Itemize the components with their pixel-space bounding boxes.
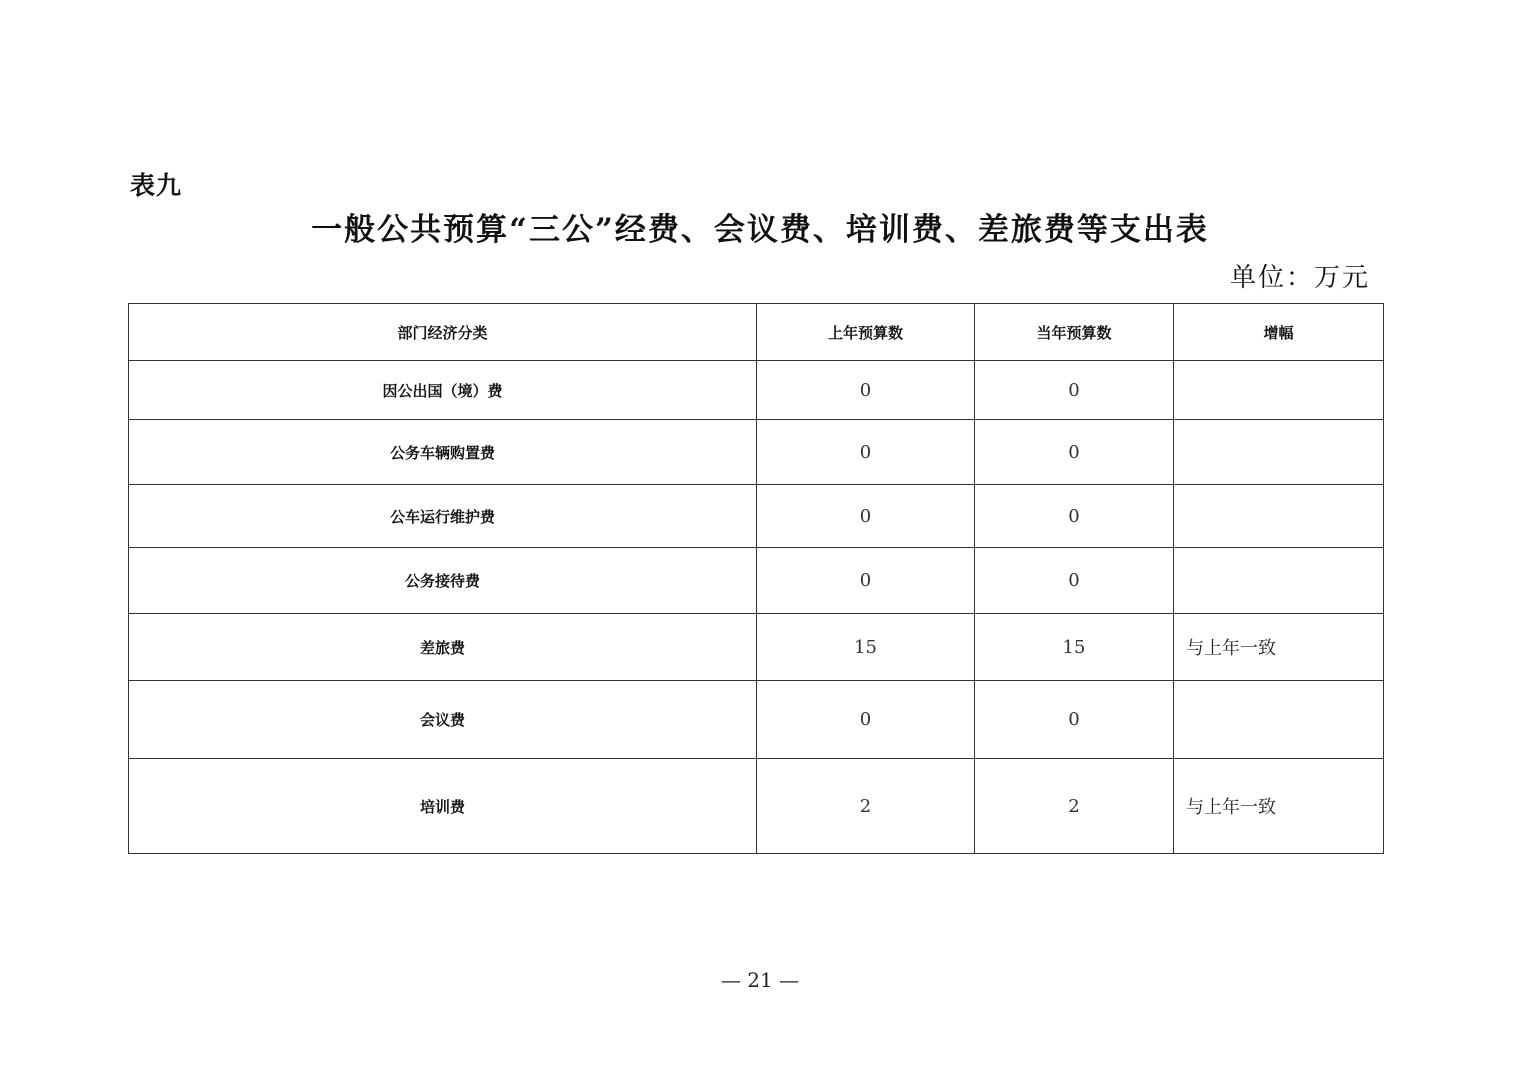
row-prev-year: 0 xyxy=(757,361,975,420)
row-growth: 与上年一致 xyxy=(1174,614,1384,681)
row-curr-year: 15 xyxy=(975,614,1174,681)
budget-table xyxy=(128,303,1384,854)
page-number: — 21 — xyxy=(720,968,800,992)
row-category: 因公出国（境）费 xyxy=(129,361,757,420)
row-prev-year: 0 xyxy=(757,420,975,485)
table-row xyxy=(129,614,1384,681)
row-prev-year: 0 xyxy=(757,681,975,759)
table-row xyxy=(129,361,1384,420)
row-growth xyxy=(1174,681,1384,759)
row-prev-year: 2 xyxy=(757,759,975,854)
row-category: 公务接待费 xyxy=(129,548,757,614)
header-prev-year: 上年预算数 xyxy=(757,304,975,361)
row-growth: 与上年一致 xyxy=(1174,759,1384,854)
row-curr-year: 0 xyxy=(975,485,1174,548)
row-growth xyxy=(1174,361,1384,420)
row-curr-year: 0 xyxy=(975,420,1174,485)
row-growth xyxy=(1174,420,1384,485)
header-category: 部门经济分类 xyxy=(129,304,757,361)
row-prev-year: 15 xyxy=(757,614,975,681)
row-curr-year: 0 xyxy=(975,548,1174,614)
header-growth: 增幅 xyxy=(1174,304,1384,361)
row-prev-year: 0 xyxy=(757,548,975,614)
table-row xyxy=(129,485,1384,548)
row-curr-year: 0 xyxy=(975,361,1174,420)
row-category: 公务车辆购置费 xyxy=(129,420,757,485)
table-row xyxy=(129,420,1384,485)
document-title: 一般公共预算“三公”经费、会议费、培训费、差旅费等支出表 xyxy=(311,212,1209,248)
row-category: 会议费 xyxy=(129,681,757,759)
table-row xyxy=(129,759,1384,854)
row-category: 培训费 xyxy=(129,759,757,854)
row-category: 差旅费 xyxy=(129,614,757,681)
row-curr-year: 2 xyxy=(975,759,1174,854)
row-curr-year: 0 xyxy=(975,681,1174,759)
header-curr-year: 当年预算数 xyxy=(975,304,1174,361)
row-category: 公车运行维护费 xyxy=(129,485,757,548)
table-header-row xyxy=(129,304,1384,361)
row-growth xyxy=(1174,485,1384,548)
table-row xyxy=(129,548,1384,614)
row-growth xyxy=(1174,548,1384,614)
table-label: 表九 xyxy=(130,171,183,200)
unit-label: 单位：万元 xyxy=(1229,263,1370,293)
row-prev-year: 0 xyxy=(757,485,975,548)
table-row xyxy=(129,681,1384,759)
